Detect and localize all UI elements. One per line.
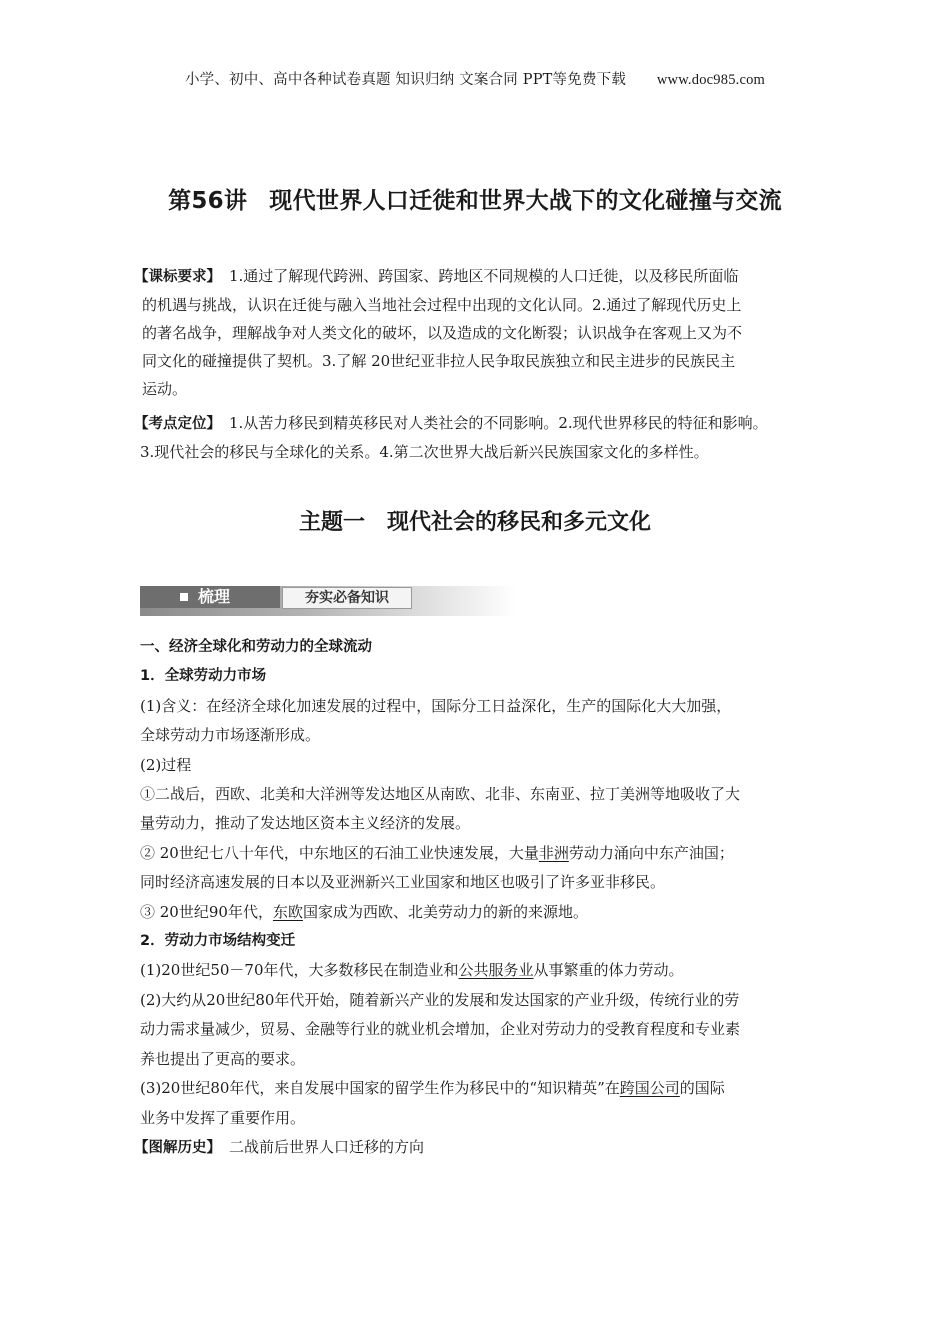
requirements-line-4: 同文化的碰撞提供了契机。3.了解 20世纪亚非拉人民争取民族独立和民主进步的民族民主 (142, 352, 736, 370)
structure-item-3-line-2: 业务中发挥了重要作用。 (140, 1108, 306, 1127)
lecture-title (0, 182, 950, 215)
underlined-term-africa: 非洲 (538, 843, 569, 862)
process-item-3: ③ 20世纪90年代，东欧国家成为西欧、北美劳动力的新的来源地。 (140, 902, 588, 921)
topic-number: 主题一 (298, 510, 365, 535)
section-banner (140, 586, 516, 616)
process-label: (2)过程 (140, 755, 192, 774)
page-header (0, 68, 950, 89)
header-text: 小学、初中、高中各种试卷真题 知识归纳 文案合同 PPT等免费下载 (184, 72, 627, 88)
requirements-line-5: 运动。 (142, 380, 188, 398)
section-heading-1: 一、经济全球化和劳动力的全球流动 (140, 639, 372, 655)
topic-title (0, 505, 950, 536)
underlined-term-public-service: 公共服务业 (458, 961, 534, 980)
structure-item-2-line-2: 动力需求量减少，贸易、金融等行业的就业机会增加，企业对劳动力的受教育程度和专业素 (140, 1020, 741, 1039)
requirements-tag: 【课标要求】 (134, 269, 221, 285)
process-item-2-line-1: ② 20世纪七八十年代，中东地区的石油工业快速发展，大量非洲劳动力涌向中东产油国； (140, 843, 734, 862)
underlined-term-multinational: 跨国公司 (619, 1079, 680, 1098)
structure-item-2-line-3: 养也提出了更高的要求。 (140, 1049, 306, 1068)
diagram-caption: 【图解历史】 二战前后世界人口迁移的方向 (134, 1137, 425, 1156)
banner-sublabel: 夯实必备知识 (282, 587, 412, 609)
positioning-line-2: 3.现代社会的移民与全球化的关系。4.第二次世界大战后新兴民族国家文化的多样性。 (140, 443, 709, 461)
structure-item-3-line-1: (3)20世纪80年代，来自发展中国家的留学生作为移民中的“知识精英”在跨国公司的国际 (140, 1079, 725, 1098)
process-item-2-line-2: 同时经济高速发展的日本以及亚洲新兴工业国家和地区也吸引了许多亚非移民。 (140, 873, 666, 892)
positioning-tag: 【考点定位】 (134, 416, 221, 432)
exam-positioning (134, 409, 830, 466)
requirements-line-1: 【课标要求】 1.通过了解现代跨洲、跨国家、跨地区不同规模的人口迁徙，以及移民所面临 (134, 267, 739, 285)
main-content (134, 633, 820, 1163)
process-item-1-line-1: ①二战后，西欧、北美和大洋洲等发达地区从南欧、北非、东南亚、拉丁美洲等地吸收了大 (140, 785, 741, 804)
requirements-line-3: 的著名战争，理解战争对人类文化的破坏，以及造成的文化断裂；认识战争在客观上又为不 (142, 324, 743, 342)
process-item-1-line-2: 量劳动力，推动了发达地区资本主义经济的发展。 (140, 814, 471, 833)
topic-title-text: 现代社会的移民和多元文化 (387, 510, 652, 535)
structure-item-2-line-1: (2)大约从20世纪80年代开始，随着新兴产业的发展和发达国家的产业升级，传统行业的劳 (140, 990, 740, 1009)
square-bullet-icon (180, 593, 188, 601)
subheading-market-structure: 2．劳动力市场结构变迁 (140, 933, 296, 950)
positioning-line-1: 【考点定位】 1.从苦力移民到精英移民对人类社会的不同影响。2.现代世界移民的特征和影响。 (134, 414, 768, 432)
requirements-line-2: 的机遇与挑战，认识在迁徙与融入当地社会过程中出现的文化认同。2.通过了解现代历史上 (142, 296, 742, 314)
curriculum-requirements (134, 262, 820, 403)
lecture-number: 第56讲 (168, 188, 248, 214)
definition-line-2: 全球劳动力市场逐渐形成。 (140, 726, 321, 745)
lecture-title-text: 现代世界人口迁徙和世界大战下的文化碰撞与交流 (269, 188, 782, 214)
diagram-tag: 【图解历史】 (134, 1139, 221, 1156)
banner-label: 梳理 (198, 587, 231, 606)
definition-line-1: (1)含义：在经济全球化加速发展的过程中，国际分工日益深化，生产的国际化大大加强， (140, 696, 732, 715)
structure-item-1: (1)20世纪50－70年代，大多数移民在制造业和公共服务业从事繁重的体力劳动。 (140, 961, 684, 980)
header-site: www.doc985.com (656, 72, 766, 88)
subheading-labor-market: 1．全球劳动力市场 (140, 668, 267, 685)
underlined-term-eastern-europe: 东欧 (272, 902, 303, 921)
